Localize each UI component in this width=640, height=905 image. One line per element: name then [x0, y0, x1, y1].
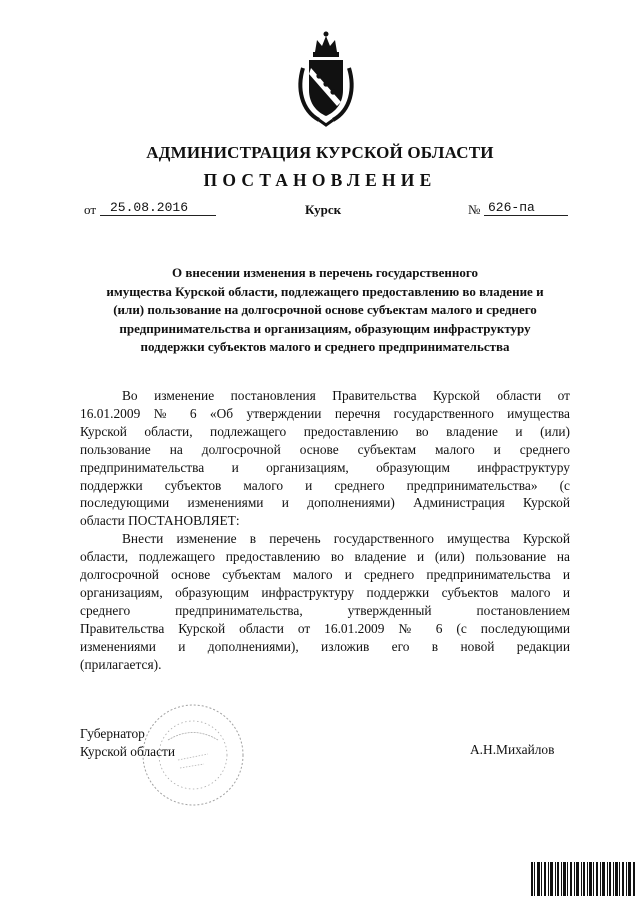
- body-line: Во изменение постановления Правительства Курской области от: [122, 388, 570, 403]
- body-line: Курской области, подлежащего предоставлению во владение и (или): [80, 423, 570, 439]
- date-prefix: от: [84, 202, 97, 217]
- body-line: (прилагается).: [80, 656, 162, 672]
- body-line: Правительства Курской области от 16.01.2009 № 6 (с последующими: [80, 620, 570, 636]
- signatory-title-line: Курской области: [80, 743, 176, 759]
- document-body: [80, 387, 570, 674]
- document-subject: [70, 264, 580, 357]
- subject-line: (или) пользование на долгосрочной основе субъектам малого и среднего: [113, 302, 537, 317]
- body-line: организациям, образующим инфраструктуру поддержки субъектов малого и: [80, 584, 570, 600]
- body-line: области, подлежащего предоставлению во владение и (или) пользование на: [80, 549, 570, 565]
- coat-of-arms-icon: [295, 28, 357, 128]
- body-line: Внести изменение в перечень государственного имущества Курской: [122, 531, 570, 547]
- barcode-icon: [531, 862, 635, 896]
- body-line: последующими изменениями и дополнениями) Администрация Курской: [80, 495, 570, 511]
- agency-title: АДМИНИСТРАЦИЯ КУРСКОЙ ОБЛАСТИ: [146, 143, 494, 162]
- document-type-title: ПОСТАНОВЛЕНИЕ: [203, 170, 437, 190]
- subject-line: О внесении изменения в перечень государственного: [172, 265, 478, 280]
- body-line: предпринимательства и организациям, образующим инфраструктуру: [80, 459, 570, 475]
- body-line: пользование на долгосрочной основе субъектам малого и среднего: [80, 441, 570, 457]
- subject-line: имущества Курской области, подлежащего предоставлению во владение и: [106, 283, 544, 299]
- signatory-title-line: Губернатор: [80, 726, 145, 741]
- document-number: 626-па: [484, 200, 568, 216]
- body-line: 16.01.2009 № 6 «Об утверждении перечня государственного имущества: [80, 405, 570, 421]
- subject-line: предпринимательства и организациям, образующим инфраструктуру: [119, 320, 531, 336]
- number-prefix: №: [468, 202, 481, 217]
- subject-line: поддержки субъектов малого и среднего предпринимательства: [140, 339, 510, 354]
- signatory-title: [80, 725, 175, 760]
- body-line: области ПОСТАНОВЛЯЕТ:: [80, 513, 240, 529]
- body-line: среднего предпринимательства, утвержденный постановлением: [80, 602, 570, 618]
- signatory-name: А.Н.Михайлов: [470, 742, 555, 757]
- body-line: изменениями и дополнениями), изложив его в новой редакции: [80, 638, 570, 654]
- document-city: Курск: [305, 202, 342, 217]
- document-date: 25.08.2016: [100, 200, 216, 216]
- body-line: долгосрочной основе субъектам малого и среднего предпринимательства и: [80, 567, 570, 583]
- body-line: поддержки субъектов малого и среднего предпринимательства» (с: [80, 477, 570, 493]
